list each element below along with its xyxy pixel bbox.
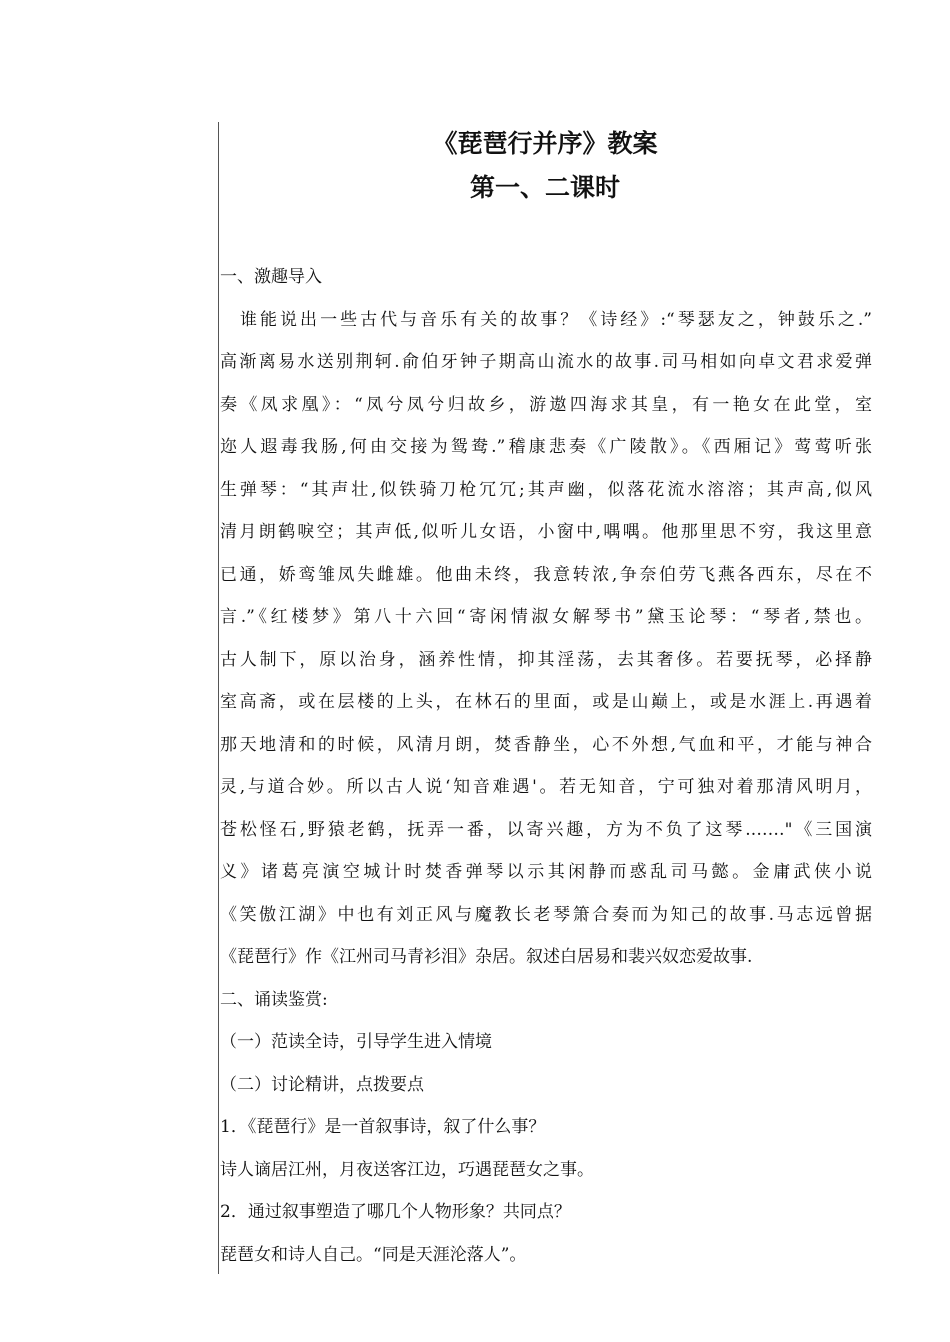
text-line: 那天地清和的时候，风清月朗，焚香静坐，心不外想,气血和平，才能与神合	[220, 734, 872, 755]
text-line: 一、激趣导入	[220, 267, 322, 287]
text-line: 二、诵读鉴赏:	[220, 989, 328, 1010]
text-line: 言.”《红楼梦》第八十六回“寄闲情淑女解琴书”黛玉论琴：“琴者,禁也。	[220, 607, 872, 627]
text-line: 琵琶女和诗人自己。“同是天涯沦落人”。	[220, 1244, 527, 1265]
document-title: 《琵琶行并序》教案	[432, 129, 658, 158]
text-line: 苍松怪石,野猿老鹤，抚弄一番，以寄兴趣，方为不负了这琴.……"《三国演	[220, 819, 872, 840]
text-line: 奏《凤求凰》：“凤兮凤兮归故乡，游遨四海求其皇，有一艳女在此堂，室	[220, 394, 872, 415]
text-line: 谁能说出一些古代与音乐有关的故事？《诗经》:“琴瑟友之，钟鼓乐之.”	[220, 309, 872, 330]
text-line: 灵,与道合妙。所以古人说‘知音难遇'。若无知音，宁可独对着那清风明月，	[220, 777, 872, 797]
text-line: 清月朗鹤唳空；其声低,似听儿女语，小窗中,喁喁。他那里思不穷，我这里意	[220, 522, 872, 542]
text-line: 室高斋，或在层楼的上头，在林石的里面，或是山巅上，或是水涯上.再遇着	[220, 692, 872, 712]
left-margin-line	[218, 122, 219, 1274]
text-line: 《笑傲江湖》中也有刘正风与魔教长老琴箫合奏而为知己的故事.马志远曾据	[220, 904, 872, 925]
text-line: 《琵琶行》作《江州司马青衫泪》杂居。叙述白居易和裴兴奴恋爱故事.	[220, 947, 753, 967]
text-line: （二）讨论精讲，点拨要点	[220, 1074, 424, 1095]
text-line: 义》诸葛亮演空城计时焚香弹琴以示其闲静而惑乱司马懿。金庸武侠小说	[220, 862, 872, 882]
text-line: 1．《琵琶行》是一首叙事诗，叙了什么事？	[220, 1117, 546, 1137]
text-line: 古人制下，原以治身，涵养性情，抑其淫荡，去其奢侈。若要抚琴，必择静	[220, 649, 872, 670]
text-line: 诗人谪居江州，月夜送客江边，巧遇琵琶女之事。	[220, 1159, 594, 1180]
text-line: （一）范读全诗，引导学生进入情境	[220, 1032, 492, 1052]
text-line: 2．通过叙事塑造了哪几个人物形象？共同点？	[220, 1202, 571, 1222]
text-line: 高渐离易水送别荆轲.俞伯牙钟子期高山流水的故事.司马相如向卓文君求爱弹	[220, 352, 872, 372]
text-line: 迩人遐毒我肠,何由交接为鸳鸯.”稽康悲奏《广陵散》。《西厢记》莺莺听张	[220, 437, 872, 457]
text-line: 生弹琴：“其声壮,似铁骑刀枪冗冗;其声幽，似落花流水溶溶；其声高,似风	[220, 479, 872, 500]
document-body	[220, 256, 872, 1276]
text-line: 已通，娇鸾雏凤失雌雄。他曲未终，我意转浓,争奈伯劳飞燕各西东，尽在不	[220, 564, 872, 585]
document-subtitle: 第一、二课时	[469, 173, 620, 202]
